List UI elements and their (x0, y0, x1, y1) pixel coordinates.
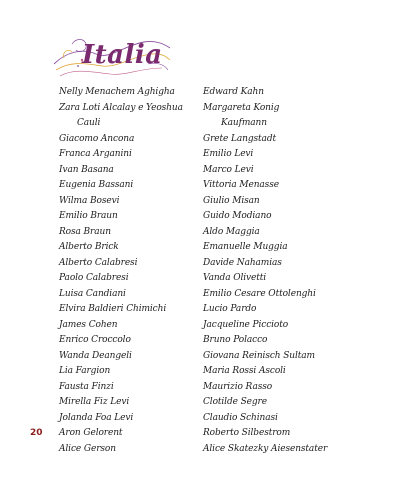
list-item (203, 101, 343, 132)
list-item: Ivan Basana (59, 164, 114, 175)
list-item: Paolo Calabresi (59, 273, 129, 283)
list-item: Rosa Braun (59, 226, 111, 237)
list-item: Vanda Olivetti (203, 273, 267, 283)
list-item: Luisa Candiani (59, 288, 126, 299)
list-item: Lia Fargion (59, 366, 111, 376)
list-item: Alberto Calabresi (59, 257, 138, 268)
list-item-continuation: Kaufmann (221, 118, 267, 128)
list-item: Giovana Reinisch Sultam (203, 350, 315, 361)
list-item: Jolanda Foa Levi (59, 412, 134, 423)
list-item-text: Margareta Konig (203, 102, 280, 113)
list-item: Claudio Schinasi (203, 412, 278, 423)
list-item (59, 101, 194, 132)
list-item: Lucio Pardo (203, 304, 257, 314)
names-column-right (203, 85, 343, 457)
list-item-continuation: Cauli (77, 118, 101, 128)
list-item: Emanuelle Muggia (203, 242, 288, 252)
list-item: James Cohen (59, 319, 118, 330)
list-item: Emilio Levi (203, 149, 254, 159)
list-item: Marco Levi (203, 164, 254, 175)
list-item: Alice Skatezky Aiesenstater (203, 443, 328, 454)
section-title: Italia (82, 40, 163, 70)
list-item: Jacqueline Piccioto (203, 319, 289, 330)
list-item: Elvira Baldieri Chimichi (59, 304, 167, 314)
list-item: Wanda Deangeli (59, 350, 132, 361)
list-item-text: Zara Loti Alcalay e Yeoshua (59, 102, 183, 113)
list-item: Franca Arganini (59, 149, 132, 159)
list-item: Aldo Maggia (203, 226, 260, 237)
list-item: Davide Nahamias (203, 257, 282, 268)
list-item: Grete Langstadt (203, 133, 277, 144)
names-column-left (59, 85, 194, 457)
list-item: Bruno Polacco (203, 335, 268, 345)
list-item: Enrico Croccolo (59, 335, 131, 345)
page-number: 20 (30, 428, 43, 438)
list-item: Emilio Braun (59, 211, 118, 221)
list-item: Nelly Menachem Aghigha (59, 87, 175, 97)
list-item: Fausta Finzi (59, 381, 114, 392)
list-item: Mirella Fiz Levi (59, 397, 130, 407)
section-heading (52, 34, 172, 82)
list-item: Alice Gerson (59, 443, 116, 454)
list-item: Vittoria Menasse (203, 180, 279, 190)
list-item: Aron Gelorent (59, 428, 123, 438)
list-item: Eugenia Bassani (59, 180, 134, 190)
list-item: Emilio Cesare Ottolenghi (203, 288, 316, 299)
list-item: Giacomo Ancona (59, 133, 135, 144)
list-item: Wilma Bosevi (59, 195, 120, 206)
list-item: Clotilde Segre (203, 397, 267, 407)
list-item: Alberto Brick (59, 242, 119, 252)
list-item: Maria Rossi Ascoli (203, 366, 286, 376)
list-item: Roberto Silbestrom (203, 428, 291, 438)
list-item: Guido Modiano (203, 211, 272, 221)
list-item: Edward Kahn (203, 87, 264, 97)
list-item: Maurizio Rasso (203, 381, 273, 392)
list-item: Giulio Misan (203, 195, 260, 206)
